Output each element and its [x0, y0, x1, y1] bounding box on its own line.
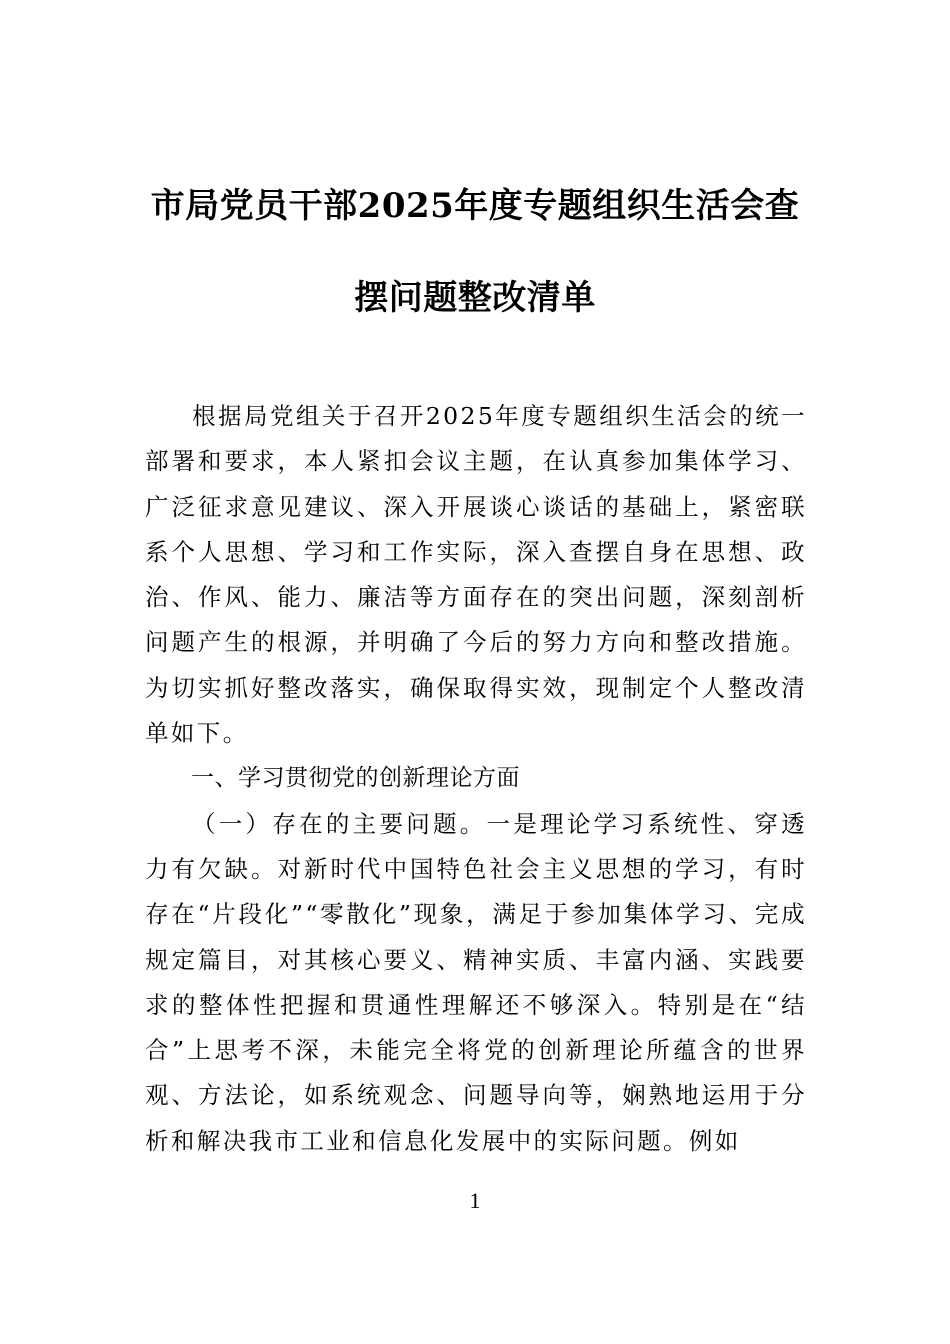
intro-paragraph: 根据局党组关于召开2025年度专题组织生活会的统一部署和要求，本人紧扣会议主题，在认真参加集体学习、广泛征求意见建议、深入开展谈心谈话的基础上，紧密联系个人思想、学习和工作实际，深入查摆自身在思想、政治、作风、能力、廉洁等方面存在的突出问题，深刻剖析问题产生的根源，并明确了今后的努力方向和整改措施。为切实抓好整改落实，确保取得实效，现制定个人整改清单如下。: [145, 402, 807, 748]
title-line-1: 市局党员干部2025年度专题组织生活会查: [150, 186, 800, 226]
section-heading-1: 一、学习贯彻党的创新理论方面: [191, 765, 520, 792]
document-body: [145, 394, 807, 1164]
document-title: [120, 160, 830, 344]
title-line-2: 摆问题整改清单: [354, 278, 596, 318]
page-number: 1: [469, 1188, 481, 1213]
section-1-paragraph: （一）存在的主要问题。一是理论学习系统性、穿透力有欠缺。对新时代中国特色社会主义思想的学习，有时存在“片段化”“零散化”现象，满足于参加集体学习、完成规定篇目，对其核心要义、精神实质、丰富内涵、实践要求的整体性把握和贯通性理解还不够深入。特别是在“结合”上思考不深，未能完全将党的创新理论所蕴含的世界观、方法论，如系统观念、问题导向等，娴熟地运用于分析和解决我市工业和信息化发展中的实际问题。例如: [145, 809, 807, 1155]
